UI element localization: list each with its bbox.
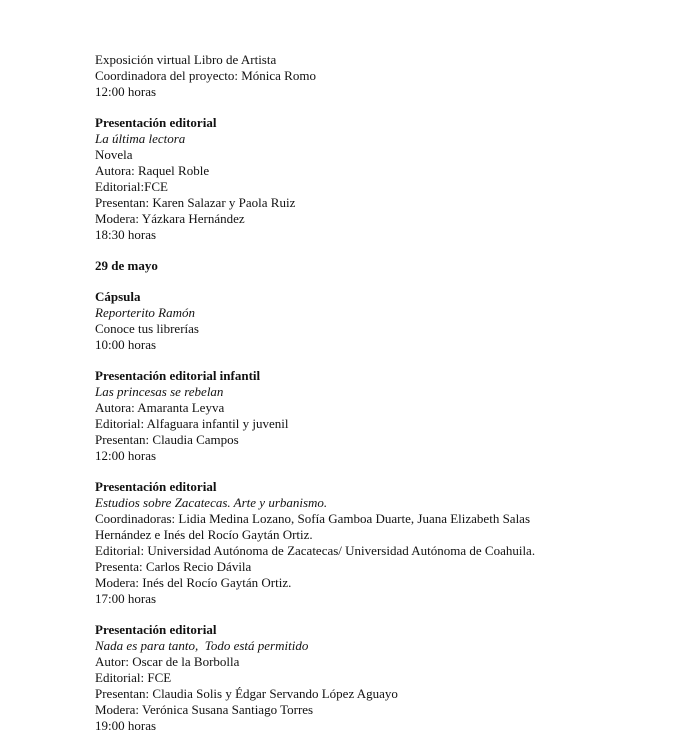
event-time: 10:00 horas [95,337,157,352]
event-title: Estudios sobre Zacatecas. Arte y urbanismo. [95,495,328,510]
spacer [95,607,685,622]
event-coordinators: Coordinadoras: Lidia Medina Lozano, Sofía Gamboa Duarte, Juana Elizabeth Salas [95,511,531,526]
event-heading: Cápsula [95,289,141,304]
spacer [95,464,685,479]
intro-block [95,52,685,100]
event-time: 12:00 horas [95,448,157,463]
event-time: 17:00 horas [95,591,157,606]
event-description: Conoce tus librerías [95,321,199,336]
event-block-3 [95,368,685,464]
spacer [95,353,685,368]
event-block-2 [95,289,685,353]
document-page [95,52,685,734]
event-block-5 [95,622,685,734]
event-title: Reporterito Ramón [95,305,196,320]
event-heading: Presentación editorial [95,115,217,130]
spacer [95,100,685,115]
event-genre: Novela [95,147,133,162]
event-block-4 [95,479,685,607]
event-publisher: Editorial: Alfaguara infantil y juvenil [95,416,289,431]
event-title: Nada es para tanto, Todo está permitido [95,638,309,653]
event-time: 19:00 horas [95,718,157,733]
event-title: Las princesas se rebelan [95,384,224,399]
event-author: Autora: Amaranta Leyva [95,400,225,415]
spacer [95,243,685,258]
exhibition-time: 12:00 horas [95,84,157,99]
event-presenters: Presentan: Claudia Campos [95,432,239,447]
event-moderator: Modera: Inés del Rocío Gaytán Ortiz. [95,575,292,590]
event-author: Autora: Raquel Roble [95,163,210,178]
event-presenters: Presentan: Claudia Solis y Édgar Servando López Aguayo [95,686,398,701]
event-publisher: Editorial:FCE [95,179,168,194]
event-time: 18:30 horas [95,227,157,242]
event-heading: Presentación editorial [95,479,217,494]
event-block-1 [95,115,685,243]
event-title: La última lectora [95,131,186,146]
event-heading: Presentación editorial [95,622,217,637]
event-publisher: Editorial: Universidad Autónoma de Zacatecas/ Universidad Autónoma de Coahuila. [95,543,536,558]
spacer [95,274,685,289]
event-coordinators-continued: Hernández e Inés del Rocío Gaytán Ortiz. [95,527,313,542]
event-moderator: Modera: Yázkara Hernández [95,211,245,226]
event-presenters: Presentan: Karen Salazar y Paola Ruiz [95,195,296,210]
event-presenter: Presenta: Carlos Recio Dávila [95,559,252,574]
exhibition-coordinator: Coordinadora del proyecto: Mónica Romo [95,68,316,83]
event-heading: Presentación editorial infantil [95,368,261,383]
date-heading: 29 de mayo [95,258,158,273]
exhibition-title: Exposición virtual Libro de Artista [95,52,277,67]
event-publisher: Editorial: FCE [95,670,172,685]
event-moderator: Modera: Verónica Susana Santiago Torres [95,702,314,717]
event-author: Autor: Oscar de la Borbolla [95,654,240,669]
